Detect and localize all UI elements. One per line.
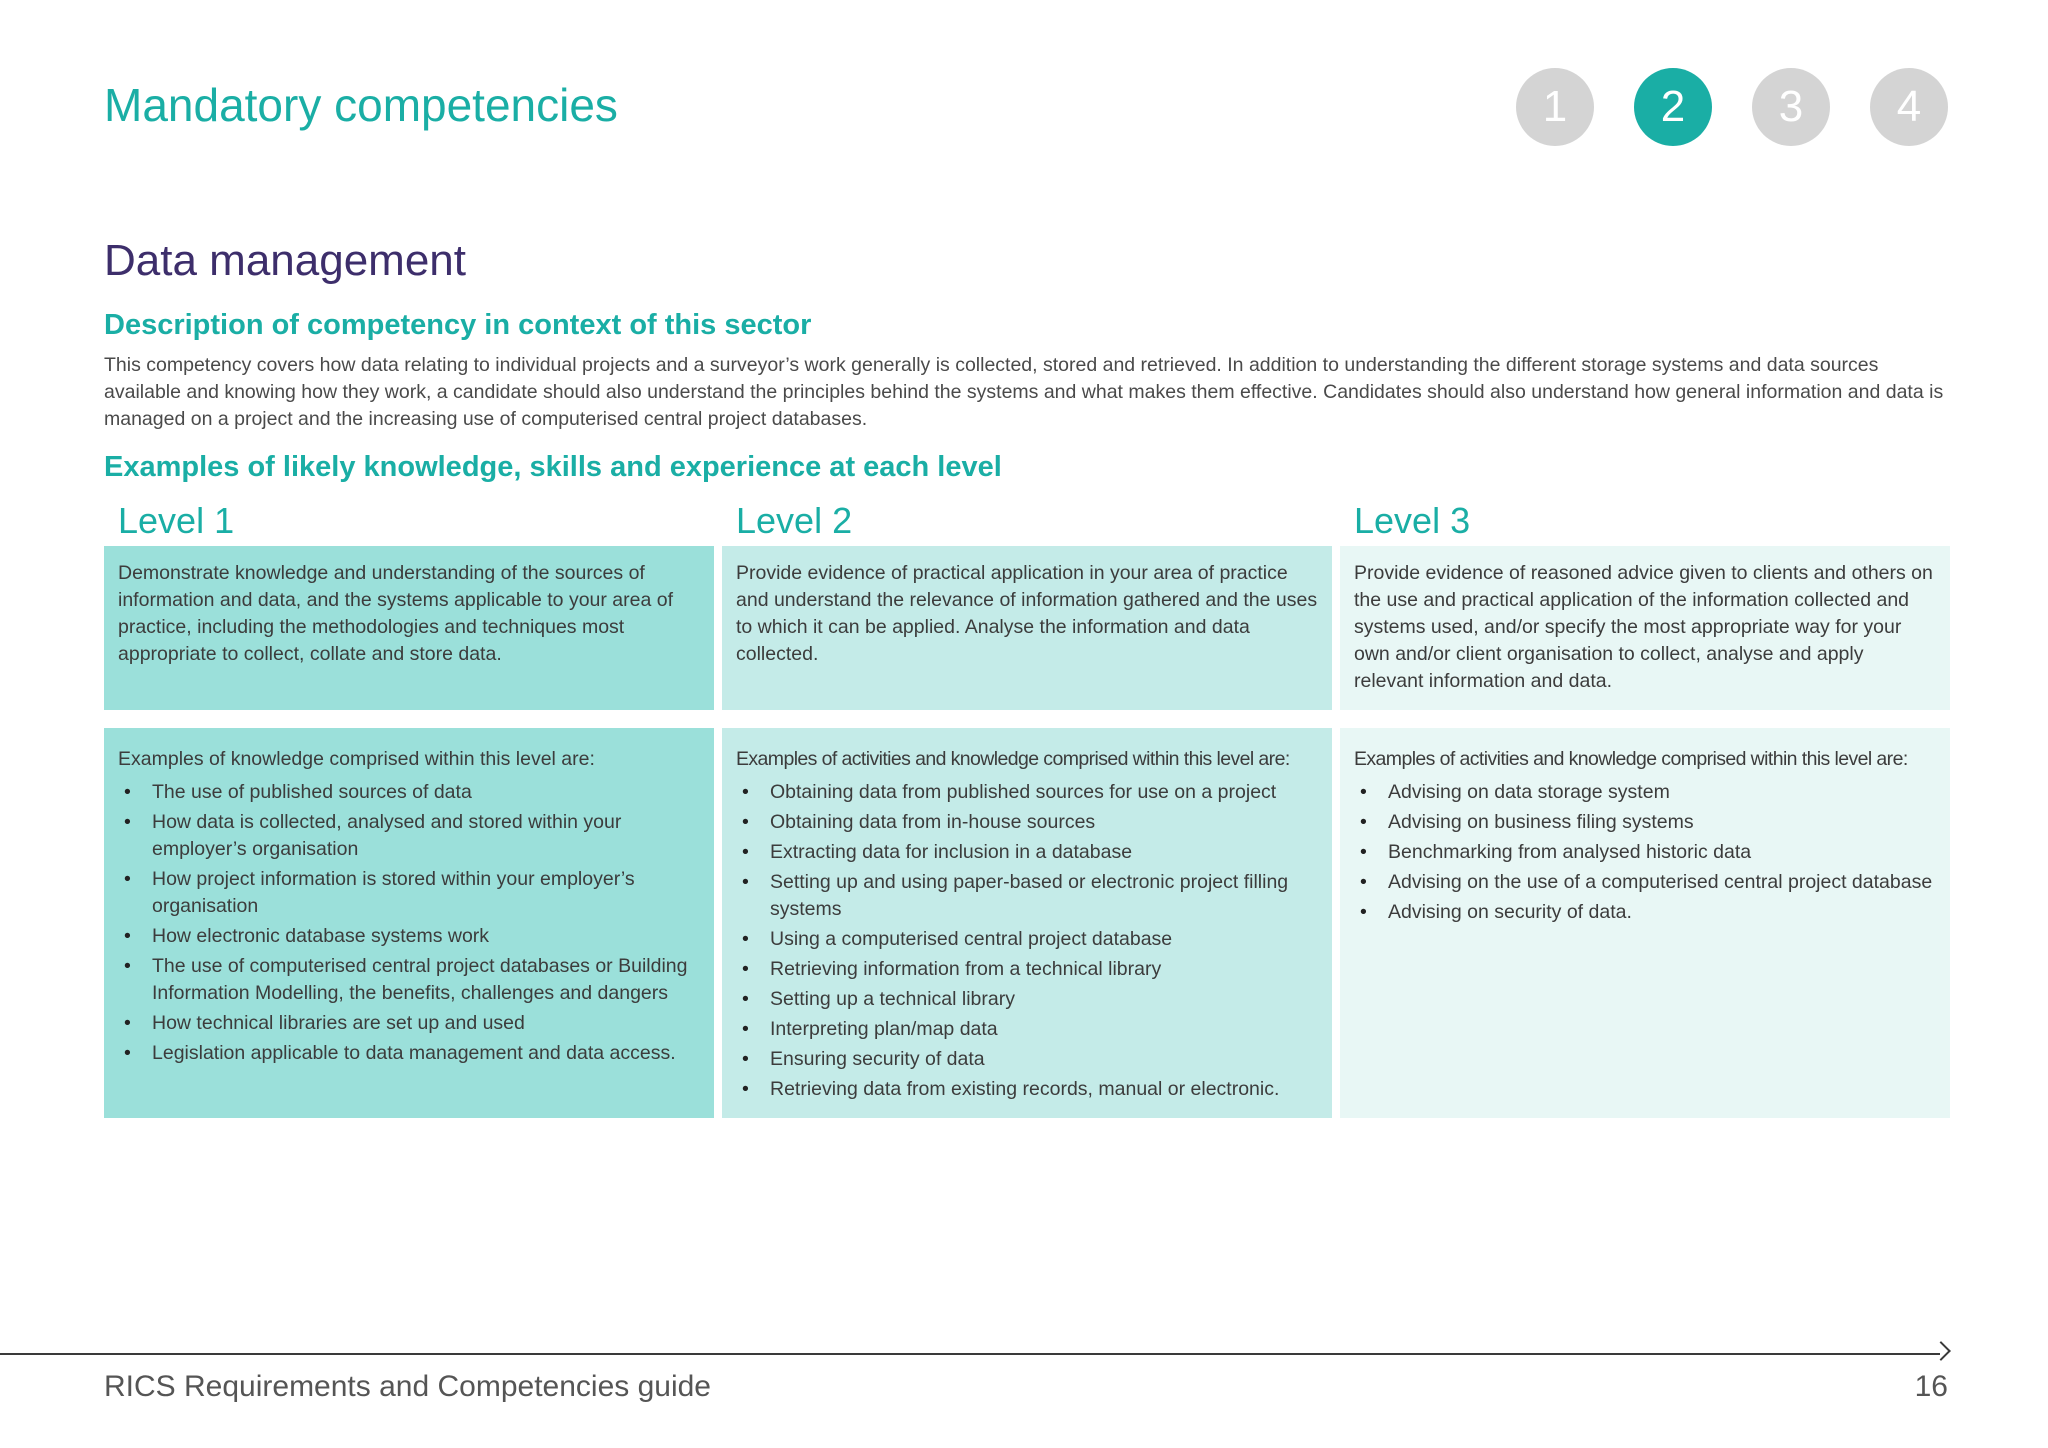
step-navigation: [1516, 68, 1948, 146]
list-item: • Setting up a technical library: [736, 986, 1318, 1013]
level-2-title: Level 2: [736, 500, 853, 541]
list-item: • Advising on the use of a computerised central project database: [1354, 869, 1936, 896]
list-item: • Obtaining data from published sources for use on a project: [736, 779, 1318, 806]
competency-description: This competency covers how data relating to individual projects and a surveyor’s work generally is collected, stored and retrieved. In addition to understanding the different storage systems and data sources available and knowing how they work, a candidate should also understand the principles behind the systems and what makes them effective. Candidates should also understand how general information and data is managed on a project and the increasing use of computerised central project databases.: [104, 354, 1944, 430]
step-2-button[interactable]: 2: [1634, 68, 1712, 146]
description-heading: Description of competency in context of this sector: [104, 309, 812, 341]
list-item: • Advising on data storage system: [1354, 779, 1936, 806]
list-item: • The use of published sources of data: [118, 779, 700, 806]
level-3-examples: [1340, 728, 1950, 1118]
level-3-title: Level 3: [1354, 500, 1471, 541]
list-item: • How project information is stored within your employer’s organisation: [118, 866, 700, 920]
list-item: • Legislation applicable to data management and data access.: [118, 1040, 700, 1067]
level-3-list: [1354, 779, 1936, 926]
list-item: • Benchmarking from analysed historic data: [1354, 839, 1936, 866]
level-3-intro: Examples of activities and knowledge comprised within this level are:: [1354, 748, 1908, 770]
level-1-intro: Examples of knowledge comprised within this level are:: [118, 748, 595, 770]
footer-divider: [0, 1353, 1940, 1355]
step-1-button[interactable]: 1: [1516, 68, 1594, 146]
list-item: • Retrieving data from existing records, manual or electronic.: [736, 1076, 1318, 1103]
list-item: • How technical libraries are set up and used: [118, 1010, 700, 1037]
level-2-intro: Examples of activities and knowledge comprised within this level are:: [736, 748, 1290, 770]
level-1-examples: [104, 728, 714, 1118]
level-2-list: [736, 779, 1318, 1103]
level-1-title: Level 1: [118, 500, 235, 541]
list-item: • Advising on security of data.: [1354, 899, 1936, 926]
page-header-title: Mandatory competencies: [104, 79, 618, 131]
list-item: • Interpreting plan/map data: [736, 1016, 1318, 1043]
footer-guide-title: RICS Requirements and Competencies guide: [104, 1370, 711, 1403]
list-item: • Obtaining data from in-house sources: [736, 809, 1318, 836]
page-number: 16: [1914, 1370, 1948, 1403]
step-4-button[interactable]: 4: [1870, 68, 1948, 146]
arrow-right-icon: [1931, 1341, 1951, 1361]
list-item: • Retrieving information from a technical library: [736, 956, 1318, 983]
list-item: • How electronic database systems work: [118, 923, 700, 950]
list-item: • Setting up and using paper-based or electronic project filling systems: [736, 869, 1318, 923]
levels-examples-row: [104, 728, 1951, 1118]
list-item: • Ensuring security of data: [736, 1046, 1318, 1073]
levels-summary-row: [104, 546, 1951, 710]
level-3-summary: Provide evidence of reasoned advice given to clients and others on the use and practical application of the information collected and systems used, and/or specify the most appropriate way for your own and/or client organisation to collect, analyse and apply relevant information and data.: [1340, 546, 1950, 710]
level-2-summary: Provide evidence of practical application in your area of practice and understand the relevance of information gathered and the uses to which it can be applied. Analyse the information and data collected.: [722, 546, 1332, 710]
level-1-list: [118, 779, 700, 1067]
list-item: • How data is collected, analysed and stored within your employer’s organisation: [118, 809, 700, 863]
examples-heading: Examples of likely knowledge, skills and experience at each level: [104, 451, 1002, 483]
step-3-button[interactable]: 3: [1752, 68, 1830, 146]
list-item: • Extracting data for inclusion in a database: [736, 839, 1318, 866]
level-2-examples: [722, 728, 1332, 1118]
section-title: Data management: [104, 236, 466, 285]
levels-table: [104, 496, 1951, 546]
list-item: • Using a computerised central project database: [736, 926, 1318, 953]
list-item: • The use of computerised central project databases or Building Information Modelling, the benefits, challenges and dangers: [118, 953, 700, 1007]
level-1-summary: Demonstrate knowledge and understanding of the sources of information and data, and the systems applicable to your area of practice, including the methodologies and techniques most appropriate to collect, collate and store data.: [104, 546, 714, 710]
list-item: • Advising on business filing systems: [1354, 809, 1936, 836]
